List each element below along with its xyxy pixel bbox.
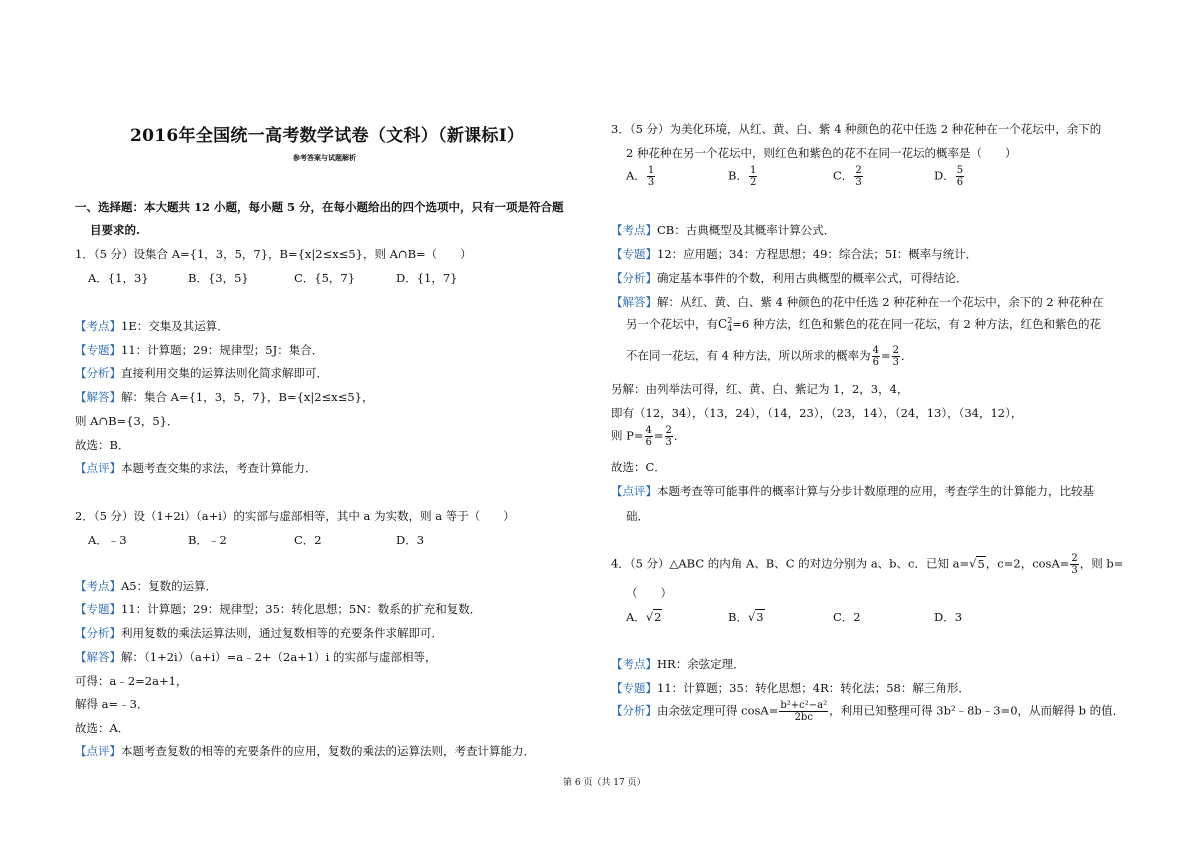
- q4-option-a: [626, 609, 662, 625]
- q4-option-b: [728, 609, 765, 625]
- period: ．: [673, 428, 686, 443]
- q3-stem: 3．（5 分）为美化环境，从红、黄、白、紫 4 种颜色的花中任选 2 种花种在一个花坛中，余下的: [611, 122, 1102, 136]
- tag-zhuanti: 【专题】: [611, 247, 657, 261]
- tag-jieda: 【解答】: [75, 390, 121, 404]
- q1-fenxi: [75, 365, 328, 381]
- section-heading: 一、选择题：本大题共 12 小题，每小题 5 分，在每小题给出的四个选项中，只有一项是符合题: [75, 200, 564, 214]
- fraction-numerator: 5: [956, 165, 964, 176]
- tag-jieda: 【解答】: [611, 295, 657, 309]
- q1-stem: 1．（5 分）设集合 A={1，3，5，7}，B={x|2≤x≤5}，则 A∩B=（ ）: [75, 247, 472, 261]
- fraction-numerator: 4: [872, 345, 880, 356]
- q3-kaodian: [611, 222, 835, 238]
- sqrt-radicand: 3: [756, 610, 764, 624]
- sqrt-radicand: 2: [654, 610, 662, 624]
- q3-zhuanti-text: 12：应用题；34：方程思想；49：综合法；5I：概率与统计．: [657, 247, 978, 261]
- tag-fenxi: 【分析】: [75, 626, 121, 640]
- cosine-law-fraction: [779, 700, 828, 723]
- q2-zhuanti: [75, 601, 481, 617]
- q2-option-d: D．3: [396, 533, 425, 547]
- tag-jieda: 【解答】: [75, 650, 121, 664]
- q2-jieda: [75, 649, 437, 665]
- fraction-denominator: 3: [1071, 565, 1078, 576]
- q2-fenxi-text: 利用复数的乘法运算法则，通过复数相等的充要条件求解即可．: [121, 626, 443, 640]
- q3-option-a-fraction: [647, 165, 655, 188]
- q1-zhuanti-text: 11：计算题；29：规律型；5J：集合．: [121, 343, 324, 357]
- q3-option-b-label: B．: [728, 168, 748, 183]
- q4-fenxi-a: 由余弦定理可得 cosA=: [657, 703, 779, 718]
- sqrt-symbol: √: [747, 610, 756, 624]
- section-heading-cont: 目要求的.: [90, 223, 141, 237]
- sqrt-symbol: √: [969, 556, 977, 571]
- q3-fenxi: [611, 270, 968, 286]
- q3-jieda: [611, 294, 1103, 310]
- q3-fenxi-text: 确定基本事件的个数，利用古典概型的概率公式，可得结论．: [657, 271, 968, 285]
- q1-kaodian: [75, 318, 229, 334]
- q3-jieda-line2-b: =6 种方法，红色和紫色的花在同一花坛，有 2 种方法，红色和紫色的花: [732, 317, 1102, 331]
- q2-jieda-line3: 解得 a=﹣3．: [75, 697, 149, 711]
- q3-jieda-line3-a: 不在同一花坛，有 4 种方法，所以所求的概率为: [626, 348, 871, 363]
- q4-stem-a: 4．（5 分）△ABC 的内角 A、B、C 的对边分别为 a、b、c．已知 a=: [611, 556, 970, 571]
- q3-dianping-line2: 础．: [626, 509, 649, 523]
- q4-stem-b: ，c=2，cosA=: [985, 556, 1070, 571]
- q3-option-d: [934, 165, 965, 188]
- q4-zhuanti: [611, 680, 970, 696]
- q3-alt-line3-a: 则 P=: [611, 428, 644, 443]
- q3-jieda-text: 解：从红、黄、白、紫 4 种颜色的花中任选 2 种花种在一个花坛中，余下的 2 种花种在: [657, 295, 1104, 309]
- q2-kaodian: [75, 578, 217, 594]
- tag-dianping: 【点评】: [75, 461, 121, 475]
- q2-jieda-text: 解：（1+2i）（a+i）=a﹣2+（2a+1）i 的实部与虚部相等，: [121, 650, 437, 664]
- fraction-numerator: 4: [645, 425, 652, 436]
- alt-fraction-1: [645, 425, 653, 448]
- q4-option-a-label: A．: [626, 610, 646, 624]
- tag-zhuanti: 【专题】: [611, 681, 657, 695]
- cos-fraction: [1070, 553, 1078, 576]
- q1-dianping: [75, 460, 317, 476]
- combination-sub: 4: [727, 323, 733, 333]
- fraction-denominator: 6: [956, 177, 964, 188]
- q2-stem: 2．（5 分）设（1+2i）（a+i）的实部与虚部相等，其中 a 为实数，则 a 等于（ ）: [75, 509, 515, 523]
- equals-sign: =: [881, 348, 891, 363]
- q2-option-b: B．﹣2: [188, 533, 227, 547]
- q2-fenxi: [75, 625, 443, 641]
- probability-fraction-1: [872, 345, 880, 368]
- fraction-denominator: 3: [647, 177, 655, 188]
- q3-zhuanti: [611, 246, 977, 262]
- fraction-denominator: 2: [749, 177, 757, 188]
- q2-dianping: [75, 743, 535, 759]
- q4-fenxi-b: ，利用已知整理可得 3b²﹣8b﹣3=0，从而解得 b 的值．: [829, 703, 1125, 718]
- fraction-numerator: 1: [749, 165, 757, 176]
- q4-fenxi: [611, 700, 1124, 723]
- q2-option-c: C．2: [294, 533, 322, 547]
- alt-fraction-2: [665, 425, 673, 448]
- q3-option-c: [833, 165, 864, 188]
- q4-option-b-label: B．: [728, 610, 748, 624]
- q3-jieda-line3: [626, 345, 913, 368]
- q1-fenxi-text: 直接利用交集的运算法则化简求解即可．: [121, 366, 328, 380]
- q3-alt-line4: 故选：C．: [611, 460, 666, 474]
- tag-fenxi: 【分析】: [75, 366, 121, 380]
- fraction-numerator: 2: [892, 345, 900, 356]
- combination-sup: 2: [727, 315, 733, 325]
- q4-stem-line2: （ ）: [626, 586, 672, 600]
- q1-option-b: B．{3，5}: [188, 271, 249, 285]
- tag-kaodian: 【考点】: [75, 319, 121, 333]
- fraction-denominator: 2bc: [794, 712, 813, 723]
- q2-zhuanti-text: 11：计算题；29：规律型；35：转化思想；5N：数系的扩充和复数．: [121, 602, 482, 616]
- page-footer: 第 6 页（共 17 页）: [563, 778, 646, 788]
- q2-jieda-line2: 可得：a﹣2=2a+1，: [75, 674, 188, 688]
- fraction-numerator: 2: [665, 425, 672, 436]
- q4-option-d: D．3: [934, 610, 963, 624]
- q3-dianping: [611, 483, 1094, 499]
- q1-jieda-text: 解：集合 A={1，3，5，7}，B={x|2≤x≤5}，: [121, 390, 374, 404]
- tag-kaodian: 【考点】: [611, 223, 657, 237]
- q1-kaodian-text: 1E：交集及其运算．: [121, 319, 229, 333]
- q4-kaodian: [611, 656, 745, 672]
- q1-jieda: [75, 389, 373, 405]
- sqrt-radicand: 5: [977, 556, 985, 571]
- tag-fenxi: 【分析】: [611, 271, 657, 285]
- q1-dianping-text: 本题考查交集的求法，考查计算能力．: [121, 461, 317, 475]
- equals-sign: =: [653, 428, 664, 443]
- fraction-denominator: 6: [645, 437, 652, 448]
- fraction-denominator: 3: [665, 437, 672, 448]
- q2-jieda-line4: 故选：A．: [75, 721, 130, 735]
- q4-option-c: C．2: [833, 610, 861, 624]
- q3-alt-line2: 即有（12，34），（13，24），（14，23），（23，14），（24，13），（34，12），: [611, 406, 1023, 420]
- q2-kaodian-text: A5：复数的运算．: [121, 579, 218, 593]
- tag-zhuanti: 【专题】: [75, 602, 121, 616]
- q3-option-d-label: D．: [934, 168, 955, 183]
- q3-alt-line1: 另解：由列举法可得，红、黄、白、紫记为 1，2，3，4，: [611, 382, 909, 396]
- q3-option-b: [728, 165, 758, 188]
- q4-kaodian-text: HR：余弦定理．: [657, 657, 745, 671]
- q3-option-a-label: A．: [626, 168, 646, 183]
- q4-stem-c: ，则 b=: [1079, 556, 1124, 571]
- q1-option-a: A．{1，3}: [88, 271, 149, 285]
- q2-option-a: A．﹣3: [88, 533, 127, 547]
- tag-dianping: 【点评】: [611, 484, 657, 498]
- period: ．: [901, 348, 913, 363]
- q3-jieda-line2: [626, 316, 1101, 333]
- q4-zhuanti-text: 11：计算题；35：转化思想；4R：转化法；58：解三角形．: [657, 681, 970, 695]
- q3-option-b-fraction: [749, 165, 757, 188]
- page-subtitle: 参考答案与试题解析: [293, 153, 356, 162]
- q4-stem: [611, 553, 1123, 576]
- tag-kaodian: 【考点】: [611, 657, 657, 671]
- q3-option-d-fraction: [956, 165, 964, 188]
- tag-zhuanti: 【专题】: [75, 343, 121, 357]
- tag-kaodian: 【考点】: [75, 579, 121, 593]
- fraction-denominator: 3: [855, 177, 862, 188]
- q3-option-c-label: C．: [833, 168, 854, 183]
- fraction-denominator: 6: [872, 357, 880, 368]
- q3-option-c-fraction: [854, 165, 862, 188]
- q3-jieda-line2-a: 另一个花坛中，有: [626, 317, 718, 331]
- fraction-numerator: 2: [855, 165, 862, 176]
- sqrt-symbol: √: [645, 610, 654, 624]
- q3-kaodian-text: CB：古典概型及其概率计算公式．: [657, 223, 836, 237]
- q2-dianping-text: 本题考查复数的相等的充要条件的应用，复数的乘法的运算法则，考查计算能力．: [121, 744, 535, 758]
- q1-option-c: C．{5，7}: [294, 271, 356, 285]
- probability-fraction-2: [892, 345, 900, 368]
- q3-dianping-text: 本题考查等可能事件的概率计算与分步计数原理的应用，考查学生的计算能力，比较基: [657, 484, 1094, 498]
- fraction-denominator: 3: [892, 357, 900, 368]
- q3-stem-line2: 2 种花种在另一个花坛中，则红色和紫色的花不在同一花坛的概率是（ ）: [626, 146, 1017, 160]
- fraction-numerator: 2: [1071, 553, 1078, 564]
- fraction-numerator: 1: [647, 165, 655, 176]
- q3-alt-line3: [611, 425, 685, 448]
- combination-c: C: [718, 317, 728, 331]
- fraction-numerator: b²+c²−a²: [780, 700, 828, 711]
- q1-jieda-line3: 故选：B．: [75, 438, 130, 452]
- tag-dianping: 【点评】: [75, 744, 121, 758]
- combination-symbol: [718, 317, 732, 331]
- page-title: 2016年全国统一高考数学试卷（文科）（新课标Ⅰ）: [130, 126, 525, 146]
- q1-jieda-line2: 则 A∩B={3，5}．: [75, 414, 179, 428]
- q1-option-d: D．{1，7}: [396, 271, 458, 285]
- tag-fenxi: 【分析】: [611, 703, 657, 718]
- q1-zhuanti: [75, 342, 323, 358]
- q3-option-a: [626, 165, 656, 188]
